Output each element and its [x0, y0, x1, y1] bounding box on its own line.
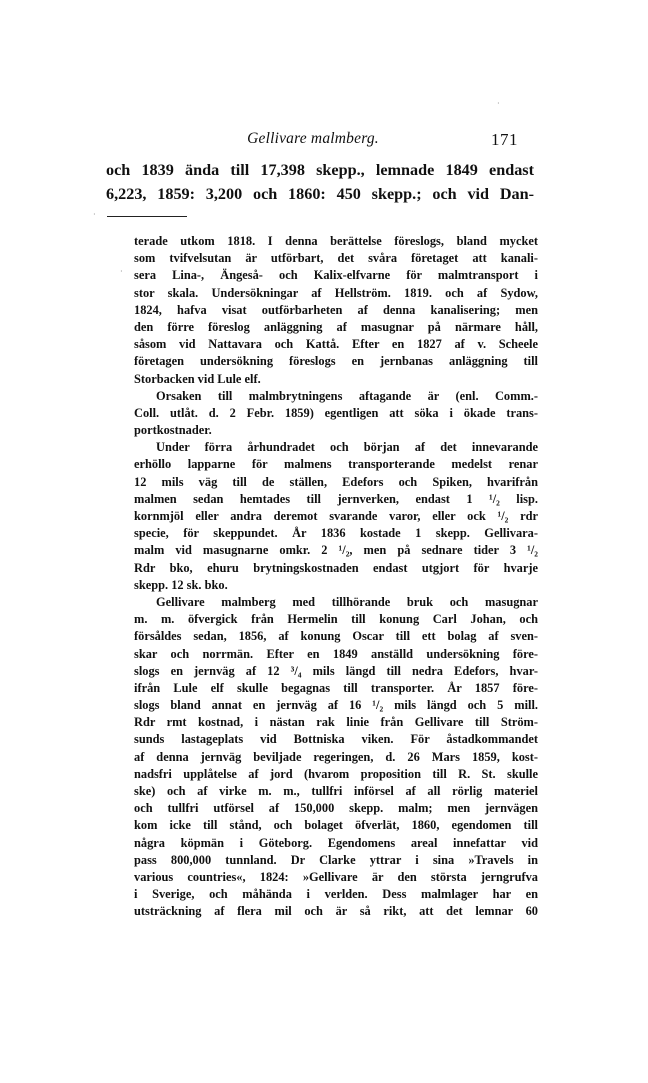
note-line: portkostnader.	[134, 423, 212, 438]
note-line: specie, för skeppundet. År 1836 kostade 1 skepp. Gellivara-	[134, 526, 538, 541]
note-line: utsträckning af flera mil och är så rikt, att det lemnar 60	[134, 904, 538, 919]
note-line: försåldes sedan, 1856, af konung Oscar till ett bolag af sven-	[134, 629, 538, 644]
note-line: terade utkom 1818. I denna berättelse föreslogs, bland mycket	[134, 234, 538, 248]
margin-speck: ·	[93, 210, 96, 219]
note-line: skepp. 12 sk. bko.	[134, 577, 228, 592]
note-line: m. m. öfvergick från Hermelin till konung Carl Johan, och	[134, 612, 538, 627]
note-paragraph	[134, 594, 538, 921]
note-line: slogs bland annat en jernväg af 16 ¹/₂ mils längd och 5 mill.	[134, 698, 538, 713]
note-paragraph	[134, 439, 538, 594]
note-line: såsom vid Nattavara och Kattå. Efter en 1827 af v. Scheele	[134, 337, 538, 352]
footnote-rule	[107, 216, 187, 217]
running-title: Gellivare malmberg.	[247, 130, 379, 147]
note-line: slogs en jernväg af 12 ³/₄ mils längd till nedra Edefors, hvar-	[134, 663, 538, 678]
note-line: ske) och af virke m. m., tullfri införsel af all rörlig materiel	[134, 784, 538, 798]
note-line: sunds lastageplats vid Bottniska viken. För åstadkommandet	[134, 732, 538, 747]
note-line: Under förra århundradet och början af det innevarande	[156, 440, 538, 455]
running-head	[108, 130, 518, 154]
note-line: i Sverige, och måhända i verlden. Dess malmlager har en	[134, 887, 538, 902]
note-line: sera Lina-, Ängeså- och Kalix-elfvarne för malmtransport i	[134, 268, 538, 283]
note-line: Rdr bko, ehuru brytningskostnaden endast utgjort för hvarje	[134, 560, 538, 575]
note-line: nadsfri upplåtelse af jord (hvarom proposition till R. St. skulle	[134, 766, 538, 781]
margin-speck: ·	[120, 267, 123, 276]
margin-speck: ·	[497, 99, 500, 108]
note-line: och tullfri utförsel af 150,000 skepp. malm; men jernvägen	[134, 801, 538, 816]
note-paragraph	[134, 388, 538, 440]
note-line: stor skala. Undersökningar af Hellström. 1819. och af Sydow,	[134, 285, 538, 300]
note-line: pass 800,000 tunnland. Dr Clarke yttrar i sina »Travels in	[134, 852, 538, 867]
note-line: various countries«, 1824: »Gellivare är den största jerngrufva	[134, 869, 538, 884]
footnote-block	[134, 233, 538, 921]
note-line: af denna jernväg beviljade regeringen, d. 26 Mars 1859, kost-	[134, 749, 538, 764]
note-line: Gellivare malmberg med tillhörande bruk och masugnar	[156, 594, 538, 609]
note-line: ifrån Lule elf skulle begagnas till transporter. År 1857 före-	[134, 680, 538, 695]
note-line: Orsaken till malmbrytningens aftagande är (enl. Comm.-	[156, 388, 538, 403]
note-paragraph	[134, 233, 538, 388]
note-line: några köpmän i Göteborg. Egendomens areal innefattar vid	[134, 835, 538, 850]
note-line: 12 mils väg till de ställen, Edefors och Spiken, hvarifrån	[134, 474, 538, 489]
note-line: Coll. utlåt. d. 2 Febr. 1859) egentligen att söka i ökade trans-	[134, 405, 538, 420]
main-text-line: 6,223, 1859: 3,200 och 1860: 450 skepp.; och vid Dan-	[106, 185, 534, 203]
note-line: erhöllo lapparne för malmens transporterande medelst renar	[134, 457, 538, 472]
note-line: malm vid masugnarne omkr. 2 ¹/₂, men på sednare tider 3 ¹/₂	[134, 543, 538, 558]
note-line: skar och norrmän. Efter en 1849 anställd undersökning före-	[134, 646, 538, 661]
main-text-line: och 1839 ända till 17,398 skepp., lemnade 1849 endast	[106, 161, 534, 179]
page-number: 171	[491, 130, 518, 149]
note-line: malmen sedan hemtades till jernverken, endast 1 ¹/₂ lisp.	[134, 491, 538, 506]
note-line: Rdr rmt kostnad, i nästan rak linie från Gellivare till Ström-	[134, 715, 538, 730]
note-line: kornmjöl eller andra deremot svarande varor, eller ock ¹/₂ rdr	[134, 509, 538, 523]
note-line: 1824, hafva visat outförbarheten af denna kanalisering; men	[134, 302, 538, 317]
note-line: Storbacken vid Lule elf.	[134, 371, 261, 386]
note-line: som tvifvelsutan är utförbart, det svåra företaget att kanali-	[134, 251, 538, 266]
note-line: företagen undersökning föreslogs en jernbanas anläggning till	[134, 354, 538, 369]
note-line: den förre föreslog anläggning af masugnar på närmare håll,	[134, 319, 538, 334]
main-text	[106, 158, 534, 206]
note-line: kom icke till stånd, och bolaget öfverlät, 1860, egendomen till	[134, 818, 538, 833]
